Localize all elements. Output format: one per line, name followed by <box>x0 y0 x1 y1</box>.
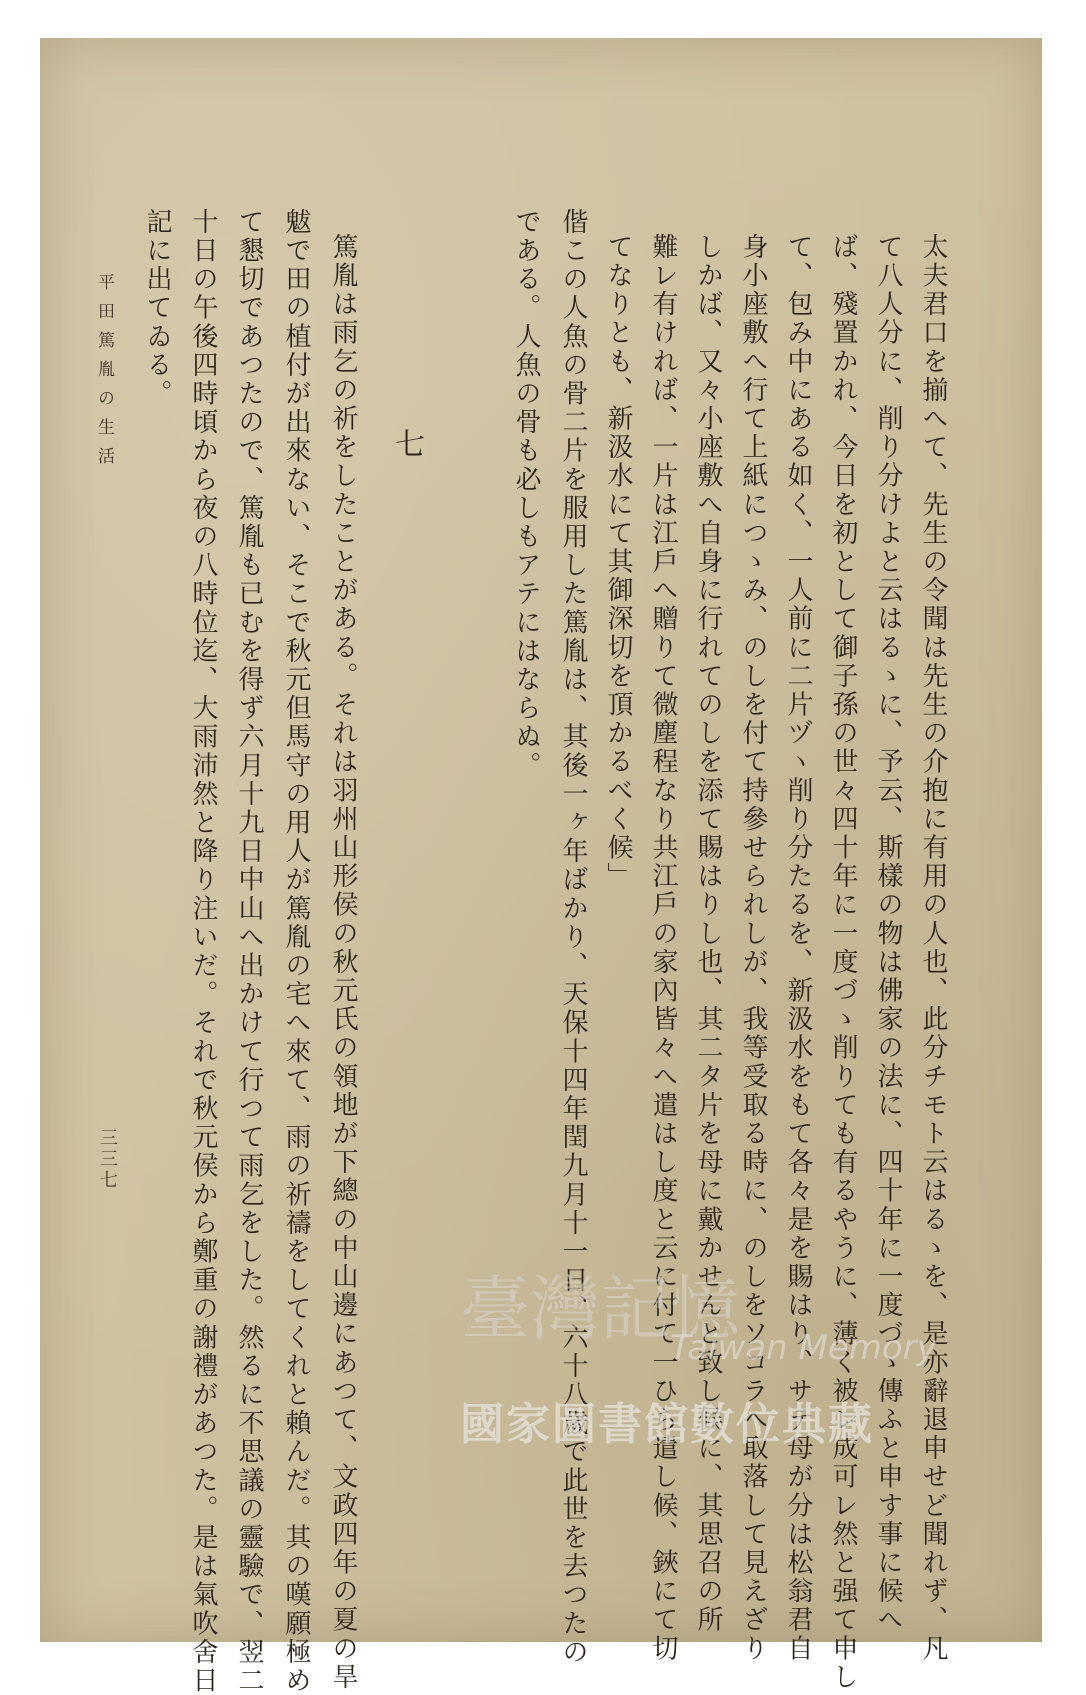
text-column-12: 魃で田の植付が出來ない、そこで秋元但馬守の用人が篤胤の宅へ來て、雨の祈禱をしてくれと賴んだ。其の嘆願極め <box>281 208 311 1695</box>
watermark-cjk: 國家圖書館數位典藏 <box>460 1399 874 1450</box>
text-column-6: しかば、又々小座敷へ自身に行れてのしを添て賜はりし也、其二タ片を母に戴かせんと致し候に、其思召の所 <box>693 233 723 1635</box>
page-number: 三三七 <box>97 1128 118 1191</box>
text-column-14: 十日の午後四時頃から夜の八時位迄、大雨沛然と降り注いだ。それで秋元侯から鄭重の謝禮があつた。是は氣吹舍日 <box>188 208 218 1695</box>
text-column-5: 身小座敷へ行て上紙につゝみ、のしを付て持參せられしが、我等受取る時に、のしをソコラへ取落して見えざり <box>738 233 768 1663</box>
text-column-15: 記に出てゐる。 <box>142 208 172 409</box>
text-column-13: て懇切であつたので、篤胤も已むを得ず六月十九日中山へ出かけて行つて雨乞をした。然るに不思議の靈驗で、翌二 <box>234 208 264 1695</box>
text-column-7: 難レ有ければ、一片は江戶へ贈りて微塵程なり共江戶の家內皆々へ遣はし度と云に付て一ひら遣し候、鋏にて切 <box>648 233 678 1663</box>
text-column-4: て、包み中にある如く、一人前に二片ヅヽ削り分たるを、新汲水をもて各々是を賜はり、サテ母が分は松翁君自 <box>783 233 813 1663</box>
text-column-9: 偕この人魚の骨二片を服用した篤胤は、其後一ヶ年ばかり、天保十四年閏九月十一日、六十八歲で此世を去つたの <box>558 208 588 1667</box>
text-column-3: ば、殘置かれ、今日を初として御子孫の世々四十年に一度づゝ削りても有るやうに、薄く被レ成可レ然と强て申し <box>828 233 858 1692</box>
watermark-emblem: 臺灣記憶 <box>460 1268 740 1350</box>
watermark-latin: Taiwan Memory <box>670 1328 937 1368</box>
text-column-2: て八人分に、削り分けよと云はるゝに、予云、斯樣の物は佛家の法に、四十年に一度づゝ傳ふと申す事に候へ <box>873 233 903 1635</box>
section-number: 七 <box>389 428 424 458</box>
text-column-11: 篤胤は雨乞の祈をしたことがある。それは羽州山形侯の秋元氏の領地が下總の中山邊にあつて、文政四年の夏の旱 <box>328 233 358 1692</box>
text-column-10: である。人魚の骨も必しもアテにはならぬ。 <box>511 208 541 780</box>
text-column-8: てなりとも、新汲水にて其御深切を頂かるべく候」 <box>603 233 633 891</box>
running-head: 平田篤胤の生活 <box>94 273 114 476</box>
scanned-book-page <box>40 38 1042 1695</box>
text-column-1: 太夫君口を揃へて、先生の令聞は先生の介抱に有用の人也、此分チモト云はるゝを、是亦辭退申せど聞れず、凡 <box>918 233 948 1663</box>
